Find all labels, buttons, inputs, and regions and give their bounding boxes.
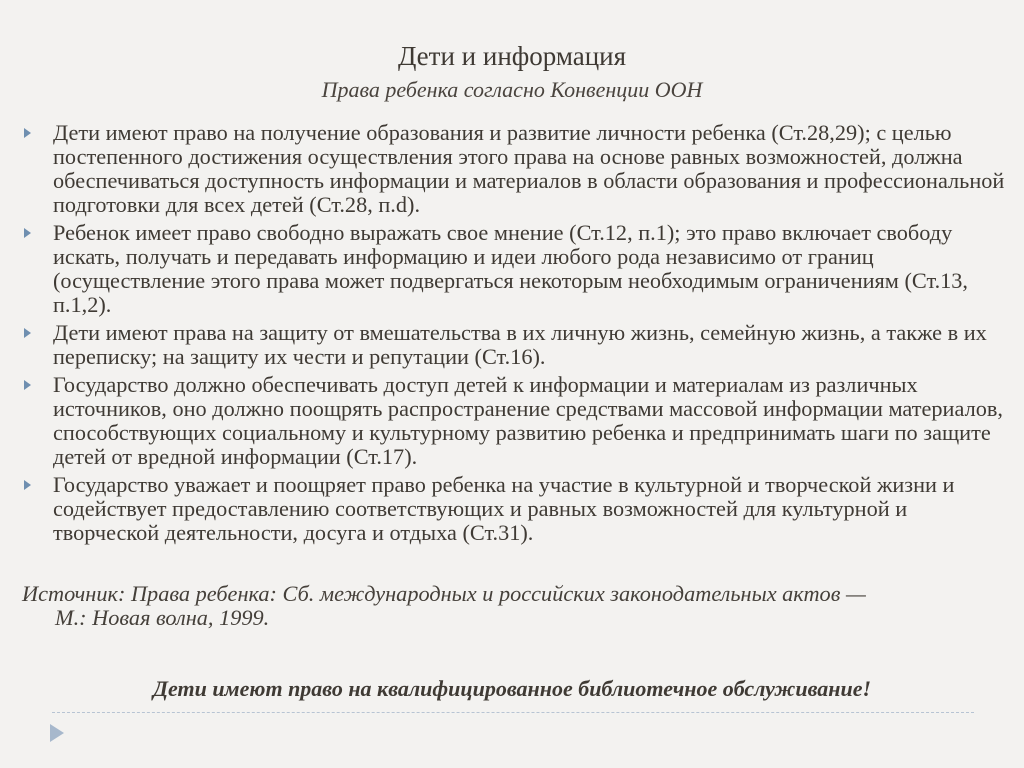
bullet-text: Ребенок имеет право свободно выражать свое мнение (Ст.12, п.1); это право включает свободу искать, получать и передавать информацию и идеи любого рода независимо от границ (осуществление этого права может подвергаться некоторым необходимым ограничениям (Ст.13, п.1,2).	[53, 220, 969, 317]
source-citation	[22, 582, 1007, 630]
triangle-bullet-icon	[24, 328, 31, 338]
bullet-text: Государство должно обеспечивать доступ детей к информации и материалам из различных источников, оно должно поощрять распространение средствами массовой информации материалов, способствующих социальному и культурному развитию ребенка и предпринимать шаги по защите детей от вредной информации (Ст.17).	[53, 372, 1003, 469]
bullet-item	[20, 121, 1005, 217]
bullet-text: Дети имеют право на получение образования и развитие личности ребенка (Ст.28,29); с целью постепенного достижения осуществления этого права на основе равных возможностей, должна обеспечиваться доступность информации и материалов в области образования и профессиональной подготовки для всех детей (Ст.28, п.d).	[53, 120, 1005, 217]
bullet-text: Дети имеют права на защиту от вмешательства в их личную жизнь, семейную жизнь, а также в их переписку; на защиту их чести и репутации (Ст.16).	[53, 320, 987, 369]
bullet-item	[20, 221, 1005, 317]
triangle-bullet-icon	[24, 380, 31, 390]
triangle-bullet-icon	[24, 480, 31, 490]
next-slide-arrow-icon[interactable]	[50, 724, 64, 742]
source-line-2: М.: Новая волна, 1999.	[55, 605, 270, 630]
triangle-bullet-icon	[24, 228, 31, 238]
bullet-list	[20, 121, 1005, 549]
bullet-text: Государство уважает и поощряет право ребенка на участие в культурной и творческой жизни и содействует предоставлению соответствующих и равных возможностей для культурной и творческой деятельности, досуга и отдыха (Ст.31).	[53, 472, 955, 545]
slide-title: Дети и информация	[397, 41, 627, 71]
slide-subtitle: Права ребенка согласно Конвенции ООН	[321, 77, 703, 102]
tagline: Дети имеют право на квалифицированное библиотечное обслуживание!	[152, 676, 872, 701]
bullet-item	[20, 373, 1005, 469]
bullet-item	[20, 321, 1005, 369]
footer-divider	[52, 712, 974, 713]
triangle-bullet-icon	[24, 128, 31, 138]
bullet-item	[20, 473, 1005, 545]
source-line-1: Источник: Права ребенка: Сб. международных и российских законодательных актов —	[22, 581, 866, 606]
